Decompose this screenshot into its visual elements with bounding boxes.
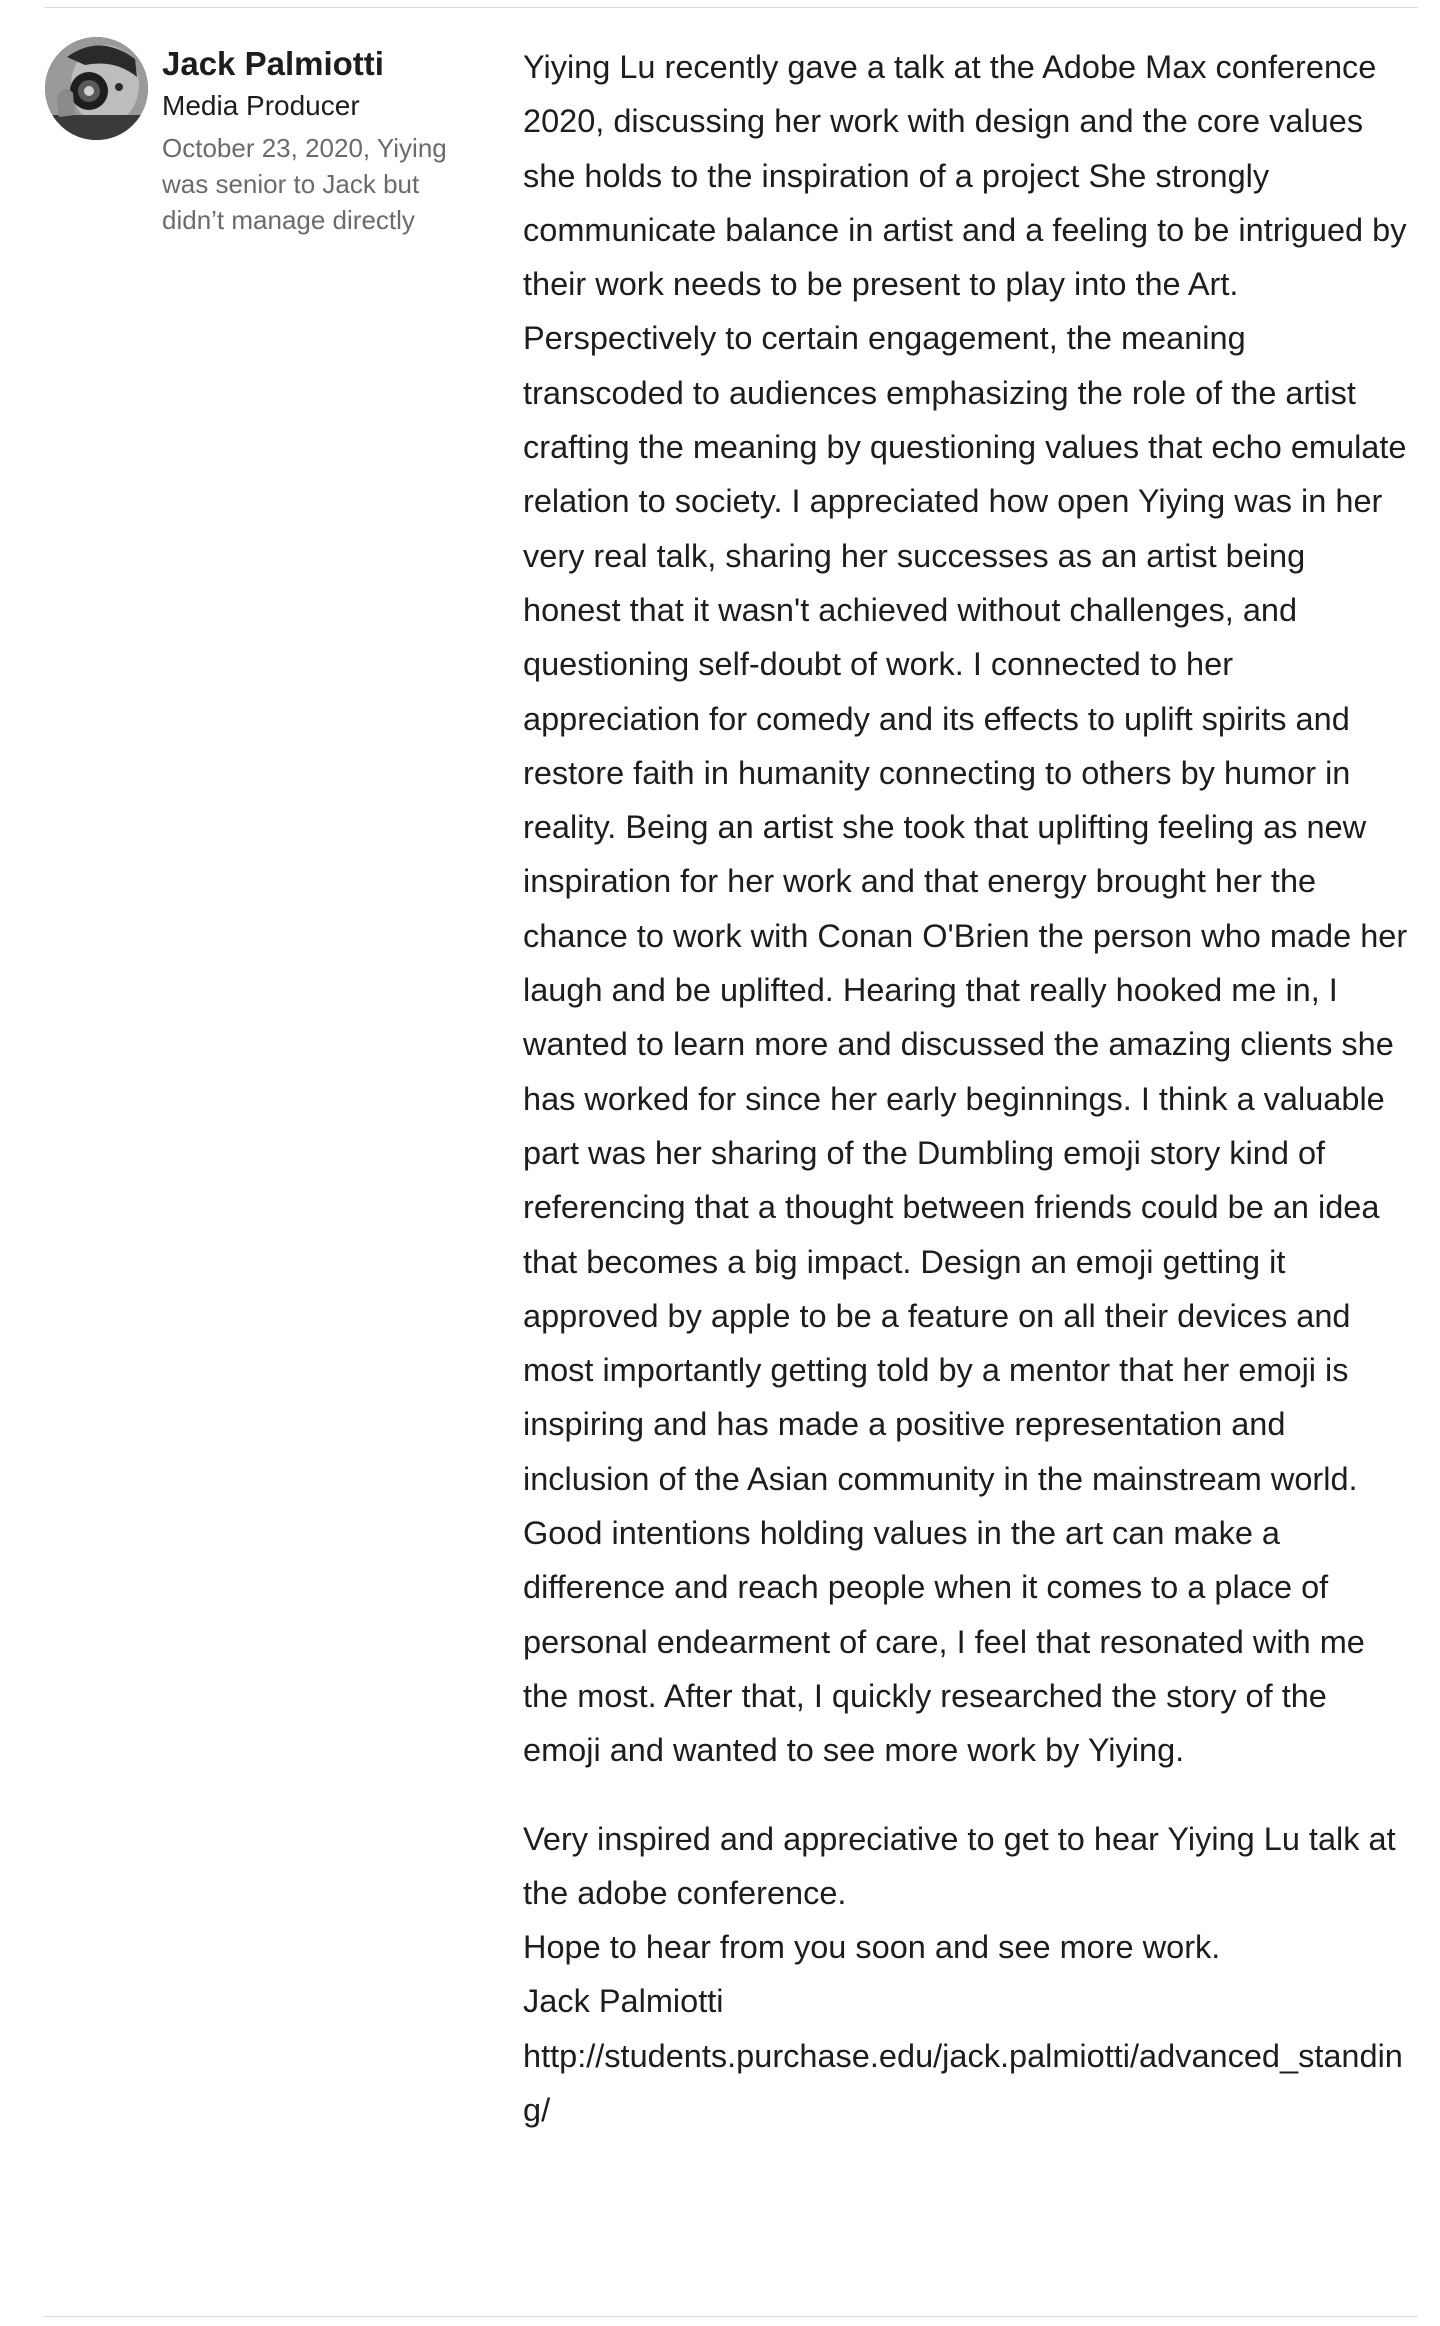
bottom-divider: [44, 2316, 1418, 2317]
person-photo-icon: [45, 37, 148, 140]
closing-line: Very inspired and appreciative to get to hear Yiying Lu talk at the adobe conference.: [523, 1820, 1396, 1911]
relationship-meta: October 23, 2020, Yiying was senior to Jack but didn’t manage directly: [162, 133, 447, 235]
portfolio-url[interactable]: [523, 2029, 1408, 2138]
author-headline: Media Producer: [162, 90, 360, 121]
portfolio-link[interactable]: http://students.purchase.edu/jack.palmiotti/advanced_standing/: [523, 2037, 1403, 2128]
closing-line: Hope to hear from you soon and see more work.: [523, 1929, 1221, 1966]
recommendation-text: [523, 40, 1408, 2137]
author-info: [162, 44, 482, 238]
author-avatar[interactable]: [45, 37, 148, 140]
author-name[interactable]: Jack Palmiotti: [162, 45, 384, 82]
signature: Jack Palmiotti: [523, 1983, 724, 2020]
recommendation-paragraph: Yiying Lu recently gave a talk at the Adobe Max conference 2020, discussing her work with design and the core values she holds to the inspiration of a project She strongly communicate balance in artist and a feeling to be intrigued by their work needs to be present to play into the Art. Perspectively to certain engagement, the meaning transcoded to audiences emphasizing the role of the artist crafting the meaning by questioning values that echo emulate relation to society. I appreciated how open Yiying was in her very real talk, sharing her successes as an artist being honest that it wasn't achieved without challenges, and questioning self-doubt of work. I connected to her appreciation for comedy and its effects to uplift spirits and restore faith in humanity connecting to others by humor in reality. Being an artist she took that uplifting feeling as new inspiration for her work and that energy brought her the chance to work with Conan O'Brien the person who made her laugh and be uplifted. Hearing that really hooked me in, I wanted to learn more and discussed the amazing clients she has worked for since her early beginnings. I think a valuable part was her sharing of the Dumbling emoji story kind of referencing that a thought between friends could be an idea that becomes a big impact. Design an emoji getting it approved by apple to be a feature on all their devices and most importantly getting told by a mentor that her emoji is inspiring and has made a positive representation and inclusion of the Asian community in the mainstream world. Good intentions holding values in the art can make a difference and reach people when it comes to a place of personal endearment of care, I feel that resonated with me the most. After that, I quickly researched the story of the emoji and wanted to see more work by Yiying.: [523, 49, 1408, 1769]
